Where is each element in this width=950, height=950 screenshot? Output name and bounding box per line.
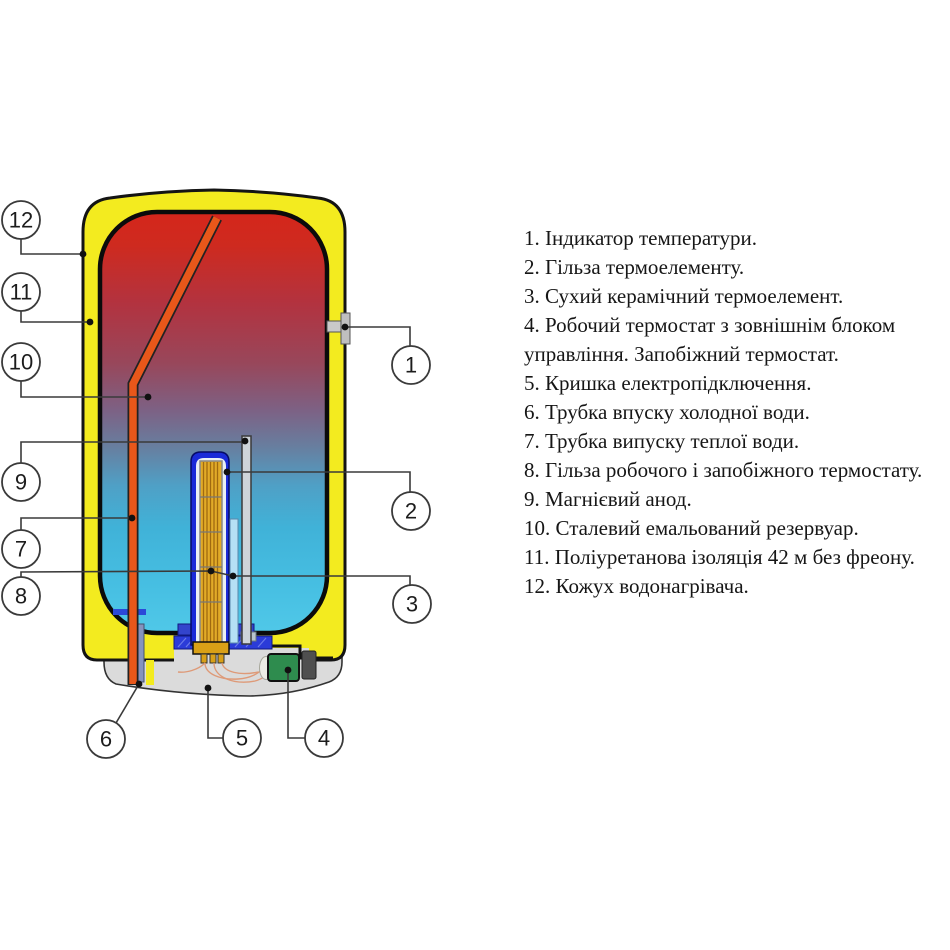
- callout-1: [392, 346, 430, 384]
- legend-item-5: 5. Кришка електропідключення.: [524, 371, 812, 395]
- callout-1-number: 1: [404, 352, 418, 378]
- callout-11-number: 11: [9, 279, 33, 305]
- callout-12-number: 12: [8, 207, 34, 233]
- callout-12: [2, 201, 40, 239]
- legend-item-4: 4. Робочий термостат з зовнішнім блоком управління. Запобіжний термостат.: [524, 313, 896, 366]
- callout-6-number: 6: [99, 726, 113, 752]
- anchor-dot-8: [230, 573, 237, 580]
- anchor-dot-9: [242, 438, 249, 445]
- leader-line-12: [21, 239, 83, 254]
- anchor-dot-2: [224, 469, 231, 476]
- legend-item-12: 12. Кожух водонагрівача.: [524, 574, 749, 598]
- anchor-dot-11: [87, 319, 94, 326]
- callout-7-number: 7: [14, 536, 28, 562]
- callout-11: [2, 273, 40, 311]
- anchor-dot-7: [129, 515, 136, 522]
- callout-3-number: 3: [405, 591, 419, 617]
- legend-item-6: 6. Трубка впуску холодної води.: [524, 400, 810, 424]
- legend-item-8: 8. Гільза робочого і запобіжного термостату.: [524, 458, 923, 482]
- legend-item-9: 9. Магнієвий анод.: [524, 487, 692, 511]
- callout-7: [2, 530, 40, 568]
- callout-2-number: 2: [404, 498, 418, 524]
- callout-9-number: 9: [14, 469, 28, 495]
- terminal-pin: [210, 654, 216, 663]
- callout-5-number: 5: [235, 725, 249, 751]
- magnesium-anode-rod: [242, 436, 251, 644]
- thermostat-body: [268, 654, 299, 681]
- callout-3: [393, 585, 431, 623]
- anchor-dot-3: [208, 568, 215, 575]
- callout-10-number: 10: [8, 349, 34, 375]
- callout-8-number: 8: [14, 583, 28, 609]
- callout-6: [87, 720, 125, 758]
- anchor-dot-6: [136, 681, 143, 688]
- legend-item-3: 3. Сухий керамічний термоелемент.: [524, 284, 844, 308]
- legend-item-2: 2. Гільза термоелементу.: [524, 255, 745, 279]
- callout-2: [392, 492, 430, 530]
- casing-tab: [146, 660, 154, 685]
- callout-4: [305, 719, 343, 757]
- bracket-left: [178, 624, 191, 635]
- callout-10: [2, 343, 40, 381]
- terminal-pin: [218, 654, 224, 663]
- leader-line-6: [116, 684, 139, 723]
- thermostat-terminal-block: [302, 651, 316, 679]
- callout-9: [2, 463, 40, 501]
- anchor-dot-1: [342, 324, 349, 331]
- legend-item-7: 7. Трубка випуску теплої води.: [524, 429, 800, 453]
- anchor-dot-5: [205, 685, 212, 692]
- legend-item-1: 1. Індикатор температури.: [524, 226, 757, 250]
- callout-5: [223, 719, 261, 757]
- thermostat-sleeve-tube: [230, 519, 238, 643]
- parts-legend: [524, 224, 950, 601]
- anchor-dot-10: [145, 394, 152, 401]
- legend-item-10: 10. Сталевий емальований резервуар.: [524, 516, 859, 540]
- terminal-pin: [201, 654, 207, 663]
- leader-line-1: [345, 327, 410, 346]
- callout-4-number: 4: [317, 725, 331, 751]
- anchor-dot-12: [80, 251, 87, 258]
- leader-line-11: [21, 311, 90, 322]
- anchor-dot-4: [285, 667, 292, 674]
- callout-8: [2, 577, 40, 615]
- legend-item-11: 11. Поліуретанова ізоляція 42 м без фреону.: [524, 545, 915, 569]
- element-flange: [193, 642, 229, 654]
